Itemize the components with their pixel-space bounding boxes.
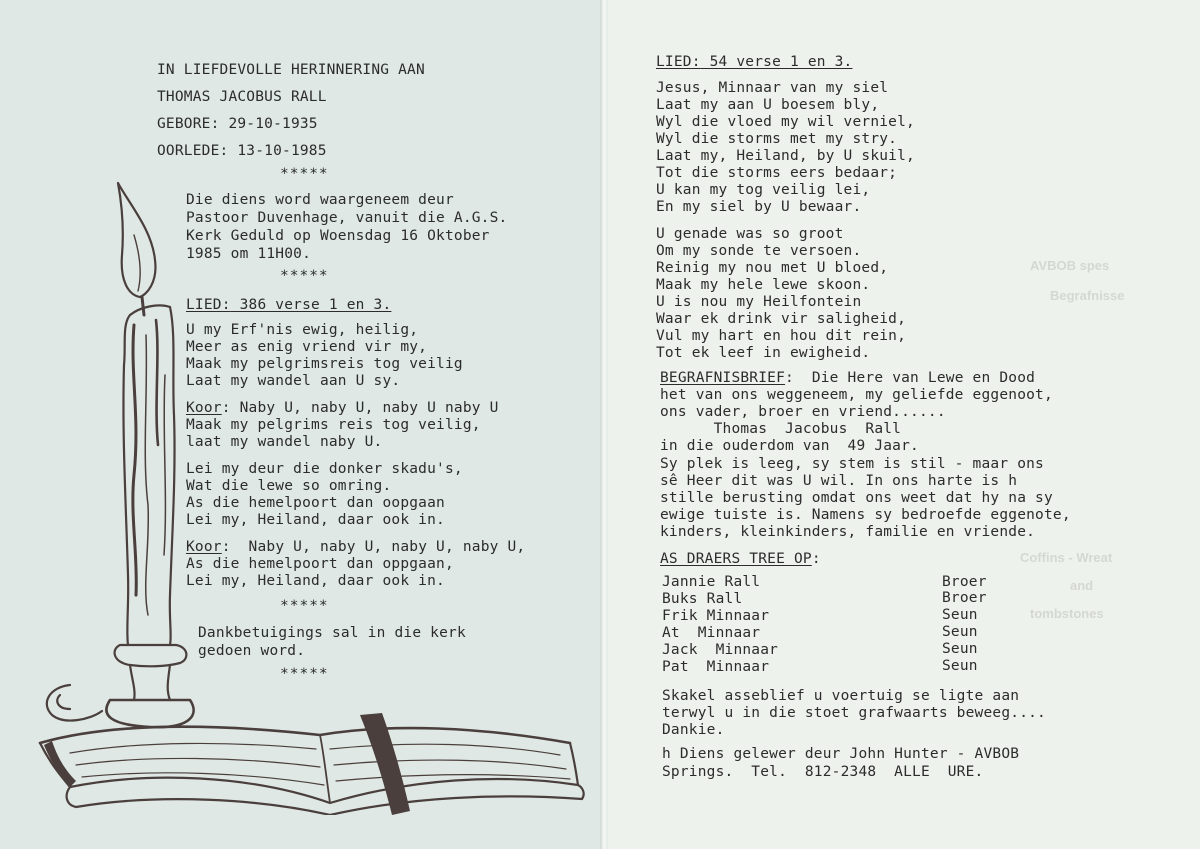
hymn-heading-left [186,297,391,313]
pallbearer-relation: Seun [942,641,978,657]
verse-line: Lei my, Heiland, daar ook in. [186,512,445,528]
watermark-line: Coffins - Wreat [1020,550,1113,565]
verse-line: Lei my deur die donker skadu's, [186,461,463,477]
verse-line: Tot ek leef in ewigheid. [656,345,871,361]
funeral-letter-heading [660,370,1035,386]
thanks-line: gedoen word. [198,643,306,659]
closing-line: terwyl u in die stoet grafwaarts beweeg.... [662,705,1046,721]
chorus-text: : Naby U, naby U, naby U naby U [221,400,499,416]
pallbearer-relation: Broer [942,590,987,606]
funeral-letter-line: sê Heer dit was U wil. In ons harte is h [660,473,1018,489]
verse-line: Jesus, Minnaar van my siel [656,80,889,96]
verse-line: U my Erf'nis ewig, heilig, [186,322,419,338]
birth-date: GEBORE: 29-10-1935 [157,116,318,132]
verse-line: Wyl die storms met my stry. [656,131,898,147]
funeral-letter-line: kinders, kleinkinders, familie en vriende. [660,524,1036,540]
verse-line: Laat my aan U boesem bly, [656,97,880,113]
verse-line: Maak my hele lewe skoon. [656,277,871,293]
pallbearer-relation: Broer [942,574,987,590]
hymn-reference: 386 verse 1 en 3. [230,297,392,313]
watermark-line: Begrafnisse [1050,288,1125,303]
chorus-line [186,539,525,555]
verse-line: Maak my pelgrimsreis tog veilig [186,356,463,372]
chorus-line: As die hemelpoort dan oppgaan, [186,556,454,572]
verse-line: Om my sonde te versoen. [656,243,862,259]
closing-line: Skakel asseblief u voertuig se ligte aan [662,688,1020,704]
separator-stars: ***** [280,666,329,682]
pallbearer-name: Jack Minnaar [662,642,779,658]
pallbearer-name: Frik Minnaar [662,608,770,624]
verse-line: Meer as enig vriend vir my, [186,339,428,355]
verse-line: Tot die storms eers bedaar; [656,165,898,181]
pallbearer-name: Buks Rall [662,591,743,607]
pallbearer-relation: Seun [942,624,978,640]
separator-stars: ***** [280,166,329,182]
funeral-letter-line: Thomas Jacobus Rall [660,421,902,437]
chorus-label: Koor [186,400,222,416]
watermark-line: and [1070,578,1094,593]
funeral-letter-line: ewige tuiste is. Namens sy bedroefde eggenote, [660,507,1071,523]
watermark-line: tombstones [1030,606,1104,621]
hymn-heading-right [656,54,852,70]
pallbearers-heading [660,551,821,567]
pallbearer-name: Pat Minnaar [662,659,770,675]
service-line: 1985 om 11H00. [186,246,312,262]
funeral-letter-line: in die ouderdom van 49 Jaar. [660,438,919,454]
funeral-letter-line: het van ons weggeneem, my geliefde eggenoot, [660,387,1053,403]
chorus-line: Lei my, Heiland, daar ook in. [186,573,445,589]
chorus-line: Maak my pelgrims reis tog veilig, [186,417,481,433]
pallbearers-colon: : [811,551,821,567]
pallbearer-name: Jannie Rall [662,574,761,590]
verse-line: U is nou my Heilfontein [656,294,862,310]
verse-line: Laat my wandel aan U sy. [186,373,401,389]
thanks-line: Dankbetuigings sal in die kerk [198,625,466,641]
memorial-heading: IN LIEFDEVOLLE HERINNERING AAN [157,62,425,78]
chorus-line: laat my wandel naby U. [186,434,383,450]
closing-line: Dankie. [662,722,725,738]
verse-line: Laat my, Heiland, by U skuil, [656,148,915,164]
service-line: Die diens word waargeneem deur [186,192,454,208]
verse-line: Wat die lewe so omring. [186,478,392,494]
pallbearers-label: AS DRAERS TREE OP [660,551,812,567]
watermark-line: AVBOB spes [1030,258,1110,273]
service-line: Pastoor Duvenhage, vanuit die A.G.S. [186,210,508,226]
verse-line: Vul my hart en hou dit rein, [656,328,907,344]
hymn-label: LIED: [656,54,701,70]
pallbearer-relation: Seun [942,658,978,674]
hymn-reference: 54 verse 1 en 3. [700,54,853,70]
service-line: Kerk Geduld op Woensdag 16 Oktober [186,228,490,244]
chorus-line [186,400,499,416]
undertaker-line: h Diens gelewer deur John Hunter - AVBOB [662,746,1020,762]
verse-line: Wyl die vloed my wil verniel, [656,114,915,130]
verse-line: U genade was so groot [656,226,844,242]
separator-stars: ***** [280,268,329,284]
funeral-letter-text: : Die Here van Lewe en Dood [785,370,1036,386]
verse-line: As die hemelpoort dan oopgaan [186,495,445,511]
chorus-text: : Naby U, naby U, naby U, naby U, [221,539,526,555]
hymn-label: LIED: [186,297,231,313]
funeral-letter-line: stille berusting omdat ons weet dat hy na sy [660,490,1053,506]
verse-line: En my siel by U bewaar. [656,199,862,215]
funeral-letter-line: Sy plek is leeg, sy stem is stil - maar ons [660,456,1044,472]
undertaker-line: Springs. Tel. 812-2348 ALLE URE. [662,764,984,780]
death-date: OORLEDE: 13-10-1985 [157,143,327,159]
separator-stars: ***** [280,598,329,614]
verse-line: Reinig my nou met U bloed, [656,260,889,276]
chorus-label: Koor [186,539,222,555]
verse-line: Waar ek drink vir saligheid, [656,311,907,327]
verse-line: U kan my tog veilig lei, [656,182,871,198]
funeral-letter-line: ons vader, broer en vriend...... [660,404,946,420]
pallbearer-relation: Seun [942,607,978,623]
deceased-name: THOMAS JACOBUS RALL [157,89,327,105]
pallbearer-name: At Minnaar [662,625,761,641]
page-fold [600,0,608,849]
funeral-letter-label: BEGRAFNISBRIEF [660,370,786,386]
